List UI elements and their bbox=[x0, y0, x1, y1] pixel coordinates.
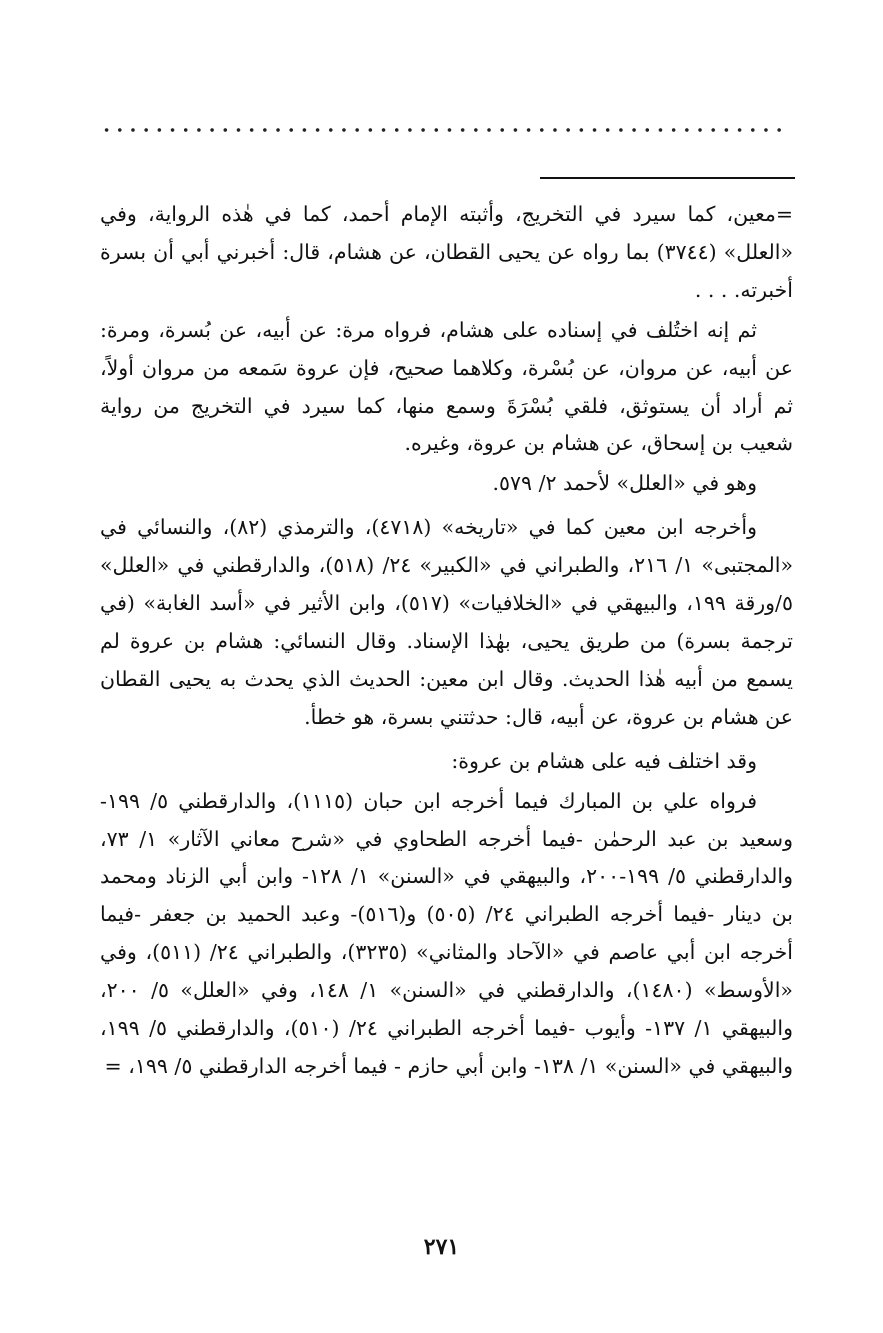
footnote-rule bbox=[540, 177, 795, 179]
page-number: ٢٧١ bbox=[423, 1234, 460, 1260]
footnote-paragraph: وهو في «العلل» لأحمد ٢/ ٥٧٩. bbox=[492, 471, 757, 496]
separator-dots bbox=[100, 126, 790, 134]
footnote-paragraph: وقد اختلف فيه على هشام بن عروة: bbox=[451, 748, 757, 773]
footnote-paragraph: =معين، كما سيرد في التخريج، وأثبته الإمام أحمد، كما في هٰذه الرواية، وفي «العلل» (٣٧٤٤) بما رواه عن يحيى القطان، عن هشام، قال: أخبرني أبي أن بسرة أخبرته. . . . bbox=[100, 202, 793, 302]
footnote-paragraph: وأخرجه ابن معين كما في «تاريخه» (٤٧١٨)، والترمذي (٨٢)، والنسائي في «المجتبى» ١/ ٢١٦، والطبراني في «الكبير» ٢٤/ (٥١٨)، والدارقطني في «العلل» ٥/ورقة ١٩٩، والبيهقي في «الخلافيات» (٥١٧)، وابن الأثير في «أسد الغابة» (في ترجمة بسرة) من طريق يحيى، بهٰذا الإسناد. وقال النسائي: هشام بن عروة لم يسمع من أبيه هٰذا الحديث. وقال ابن معين: الحديث الذي يحدث به يحيى القطان عن هشام بن عروة، عن أبيه، قال: حدثتني بسرة، هو خطأ. bbox=[100, 515, 793, 729]
footnote-paragraph: ثم إنه اختُلف في إسناده على هشام، فرواه مرة: عن أبيه، عن بُسرة، ومرة: عن أبيه، عن مروان، عن بُسْرة، وكلاهما صحيح، فإن عروة سَمعه من مروان أولاً، ثم أراد أن يستوثق، فلقي بُسْرَةَ وسمع منها، كما سيرد في التخريج من رواية شعيب بن إسحاق، عن هشام بن عروة، وغيره. bbox=[100, 317, 793, 456]
footnote-paragraph: فرواه علي بن المبارك فيما أخرجه ابن حبان (١١١٥)، والدارقطني ٥/ ١٩٩- وسعيد بن عبد الرحمٰن -فيما أخرجه الطحاوي في «شرح معاني الآثار» ١/ ٧٣، والدارقطني ٥/ ١٩٩-٢٠٠، والبيهقي في «السنن» ١/ ١٢٨- وابن أبي الزناد ومحمد بن دينار -فيما أخرجه الطبراني ٢٤/ (٥٠٥) و(٥١٦)- وعبد الحميد بن جعفر -فيما أخرجه ابن أبي عاصم في «الآحاد والمثاني» (٣٢٣٥)، والطبراني ٢٤/ (٥١١)، وفي «الأوسط» (١٤٨٠)، والدارقطني في «السنن» ١/ ١٤٨، وفي «العلل» ٥/ ٢٠٠، والبيهقي ١/ ١٣٧- وأيوب -فيما أخرجه الطبراني ٢٤/ (٥١٠)، والدارقطني ٥/ ١٩٩، والبيهقي في «السنن» ١/ ١٣٨- وابن أبي حازم - فيما أخرجه الدارقطني ٥/ ١٩٩، = bbox=[100, 788, 794, 1078]
footnote-text bbox=[100, 196, 793, 1086]
